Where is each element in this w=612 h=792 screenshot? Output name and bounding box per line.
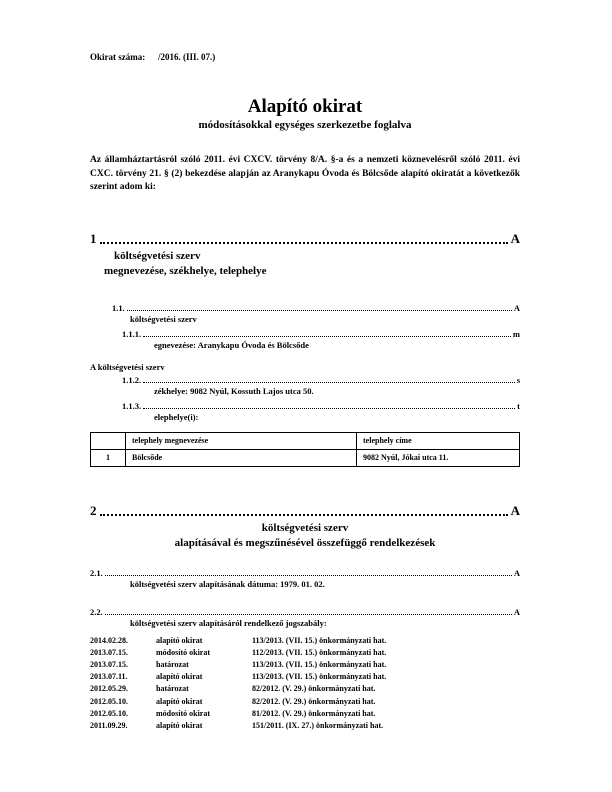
telephely-col-address: telephely címe [357, 432, 520, 449]
law-type: módosító okirat [156, 708, 210, 718]
law-type: alapító okirat [156, 635, 203, 645]
item-1-1-2 [122, 375, 520, 385]
item-1-1-leader-end: A [513, 302, 520, 313]
item-1-1-3 [122, 401, 520, 411]
law-ref: 82/2012. (V. 29.) önkormányzati hat. [252, 696, 376, 706]
telephely-col-index [91, 432, 126, 449]
stray-line: A költségvetési szerv [90, 361, 165, 372]
item-1-1-3-text: elephelye(i): [154, 411, 199, 422]
section-1-number: 1 [90, 230, 97, 246]
item-1-1-1-number: 1.1.1. [122, 328, 142, 339]
item-1-1-2-leader-end: s [516, 374, 520, 385]
law-date: 2011.09.29. [90, 720, 128, 730]
section-2-leader-end: A [510, 502, 520, 518]
dot-leader [100, 514, 508, 516]
item-1-1-1 [122, 329, 520, 339]
section-1-title-line-1: költségvetési szerv [114, 249, 201, 262]
jogszabaly-list [90, 635, 520, 733]
law-type: alapító okirat [156, 720, 203, 730]
list-item [90, 659, 520, 671]
law-type: módosító okirat [156, 647, 210, 657]
list-item [90, 683, 520, 695]
dot-leader [143, 408, 515, 409]
law-date: 2012.05.10. [90, 696, 128, 706]
law-type: alapító okirat [156, 672, 203, 682]
intro-paragraph: Az államháztartásról szóló 2011. évi CXCV. törvény 8/A. §-a és a nemzeti köznevelésről szóló 2011. évi CXC. törvény 21. § (2) bekezdése alapján az Aranykapu Óvoda és Bölcsőde alapító okiratát a következők szerint adom ki: [90, 155, 520, 192]
telephely-row-name: Bölcsőde [126, 449, 357, 466]
law-type: határozat [156, 684, 189, 694]
item-1-1-1-leader-end: m [512, 328, 520, 339]
document-number-label: Okirat száma: [90, 52, 146, 62]
law-date: 2012.05.29. [90, 684, 128, 694]
law-ref: 81/2012. (V. 29.) önkormányzati hat. [252, 708, 376, 718]
section-1-leader-end: A [510, 230, 520, 246]
law-date: 2013.07.11. [90, 672, 128, 682]
dot-leader [100, 242, 508, 244]
dot-leader [143, 336, 511, 337]
telephely-row-index: 1 [91, 449, 126, 466]
item-2-2-leader-end: A [513, 606, 520, 617]
item-2-2-text: költségvetési szerv alapításáról rendelkező jogszabály: [130, 617, 327, 628]
telephely-table-header-row [91, 432, 520, 449]
dot-leader [127, 310, 512, 311]
item-2-2-number: 2.2. [90, 606, 103, 617]
list-item [90, 635, 520, 647]
list-item [90, 647, 520, 659]
law-ref: 113/2013. (VII. 15.) önkormányzati hat. [252, 659, 387, 669]
section-2-title-line-2: alapításával és megszűnésével összefüggő rendelkezések [174, 537, 436, 549]
dot-leader [105, 575, 512, 576]
item-1-1 [112, 303, 520, 313]
item-1-1-1-text: egnevezése: Aranykapu Óvoda és Bölcsőde [154, 339, 309, 350]
item-2-1-number: 2.1. [90, 567, 103, 578]
section-1-heading [90, 231, 520, 247]
law-ref: 151/2011. (IX. 27.) önkormányzati hat. [252, 720, 384, 730]
item-2-1-text: költségvetési szerv alapításának dátuma: 1979. 01. 02. [130, 578, 325, 589]
document-number-value: /2016. (III. 07.) [158, 52, 216, 62]
document-title: Alapító okirat [247, 96, 363, 117]
item-1-1-text: költségvetési szerv [130, 313, 197, 324]
table-row [91, 449, 520, 466]
item-1-1-3-number: 1.1.3. [122, 400, 142, 411]
item-2-2 [90, 607, 520, 617]
item-2-1 [90, 568, 520, 578]
list-item [90, 696, 520, 708]
section-2-title-line-1: költségvetési szerv [261, 521, 349, 534]
list-item [90, 720, 520, 732]
title-block [90, 96, 520, 131]
dot-leader [143, 382, 515, 383]
list-item [90, 671, 520, 683]
law-ref: 82/2012. (V. 29.) önkormányzati hat. [252, 684, 376, 694]
item-1-1-3-leader-end: t [517, 400, 520, 411]
item-1-1-2-number: 1.1.2. [122, 374, 142, 385]
law-date: 2012.05.10. [90, 708, 128, 718]
document-subtitle: módosításokkal egységes szerkezetbe foglalva [198, 119, 412, 131]
law-ref: 113/2013. (VII. 15.) önkormányzati hat. [252, 672, 387, 682]
section-2-number: 2 [90, 502, 97, 518]
item-2-1-leader-end: A [513, 567, 520, 578]
list-item [90, 708, 520, 720]
law-ref: 112/2013. (VII. 15.) önkormányzati hat. [252, 647, 387, 657]
document-number-row [90, 52, 520, 62]
item-1-1-2-text: zékhelye: 9082 Nyúl, Kossuth Lajos utca 50. [154, 385, 314, 396]
telephely-row-address: 9082 Nyúl, Jókai utca 11. [357, 449, 520, 466]
telephely-col-name: telephely megnevezése [126, 432, 357, 449]
dot-leader [105, 614, 512, 615]
telephely-table [90, 432, 520, 467]
law-ref: 113/2013. (VII. 15.) önkormányzati hat. [252, 635, 387, 645]
law-date: 2013.07.15. [90, 647, 128, 657]
law-type: határozat [156, 659, 189, 669]
section-1-title-line-2: megnevezése, székhelye, telephelye [104, 264, 267, 277]
law-date: 2013.07.15. [90, 659, 128, 669]
section-2-heading [90, 503, 520, 519]
law-type: alapító okirat [156, 696, 203, 706]
item-1-1-number: 1.1. [112, 302, 125, 313]
law-date: 2014.02.28. [90, 635, 128, 645]
